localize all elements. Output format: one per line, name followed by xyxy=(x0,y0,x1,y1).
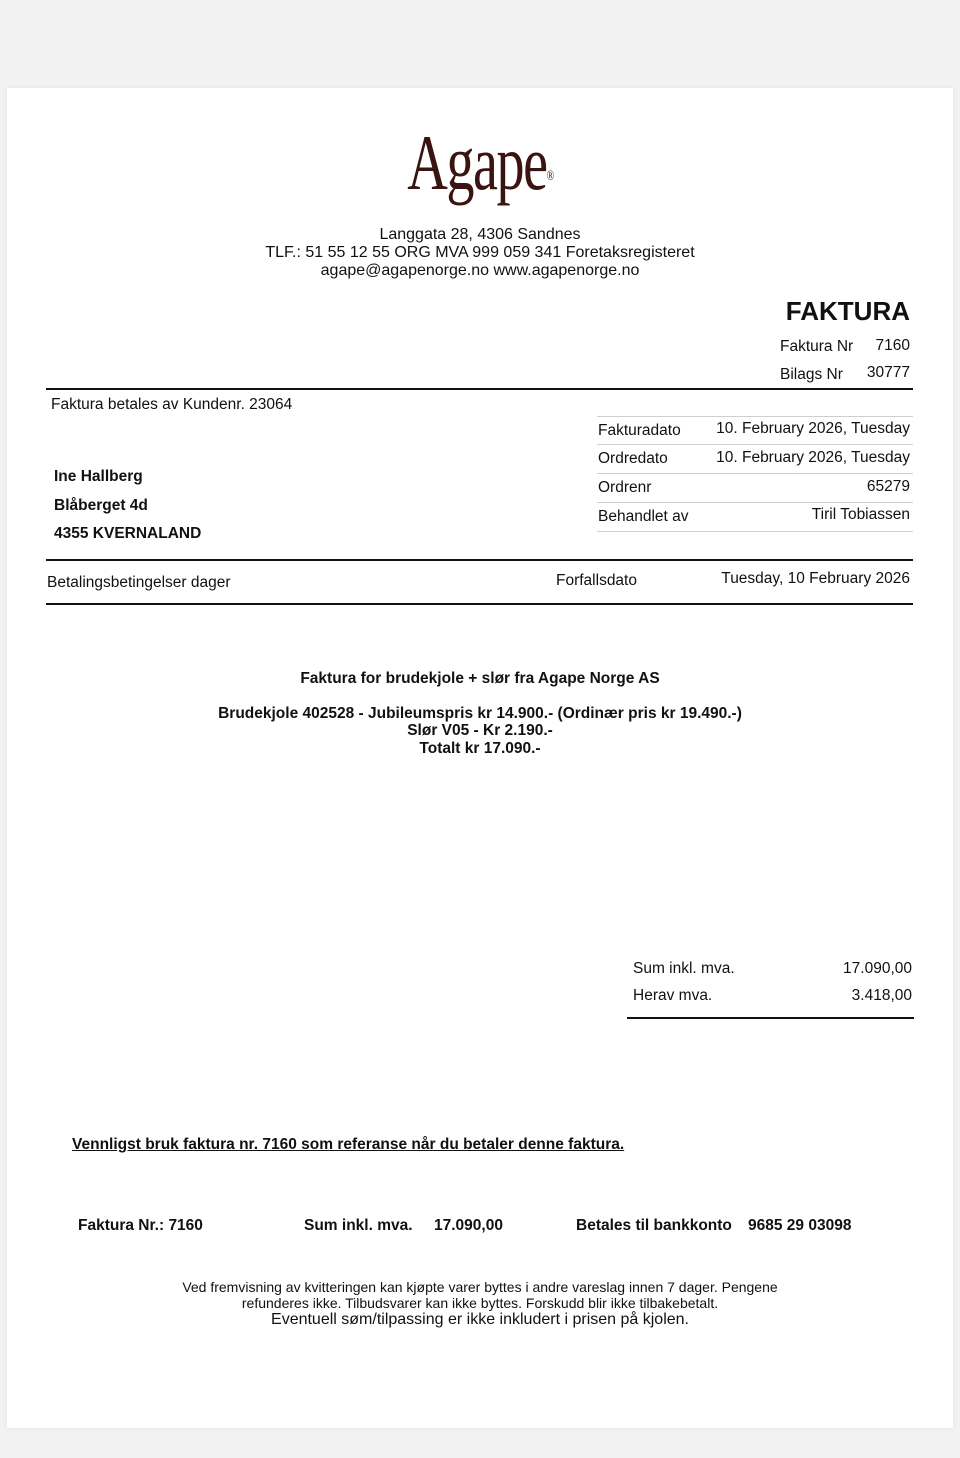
company-phone-org: TLF.: 51 55 12 55 ORG MVA 999 059 341 Foretaksregisteret xyxy=(265,244,695,261)
reference-note: Vennligst bruk faktura nr. 7160 som referanse når du betaler denne faktura. xyxy=(72,1136,625,1153)
payment-sum-value: 17.090,00 xyxy=(434,1217,503,1234)
item-line-total: Totalt kr 17.090.- xyxy=(419,740,541,757)
bank-account-value: 9685 29 03098 xyxy=(748,1217,852,1234)
payment-terms: Betalingsbetingelser dager xyxy=(47,574,231,591)
bank-account-label: Betales til bankkonto xyxy=(576,1217,732,1234)
details-row-divider xyxy=(597,473,913,474)
invoice-page xyxy=(7,88,953,1428)
customer-street: Blåberget 4d xyxy=(54,497,148,514)
payment-invoice-nr: Faktura Nr.: 7160 xyxy=(78,1217,203,1234)
details-label: Behandlet av xyxy=(598,508,689,525)
header-divider xyxy=(46,388,913,390)
customer-postal: 4355 KVERNALAND xyxy=(54,525,202,542)
details-value: 10. February 2026, Tuesday xyxy=(716,449,910,466)
details-label: Fakturadato xyxy=(598,422,681,439)
invoice-nr-value: 7160 xyxy=(875,337,910,354)
footer-line-2: refunderes ikke. Tilbudsvarer kan ikke byttes. Forskudd blir ikke tilbakebetalt. xyxy=(241,1295,719,1311)
vat-label: Herav mva. xyxy=(633,987,713,1004)
vat-value: 3.418,00 xyxy=(851,987,912,1004)
item-line-veil: Slør V05 - Kr 2.190.- xyxy=(407,722,553,739)
bilag-nr-value: 30777 xyxy=(866,364,910,381)
sum-label: Sum inkl. mva. xyxy=(633,960,735,977)
terms-bottom-divider xyxy=(46,603,913,605)
terms-top-divider xyxy=(46,559,913,561)
logo-registered-mark: ® xyxy=(546,169,553,184)
footer-line-3: Eventuell søm/tilpassing er ikke inkludert i prisen på kjolen. xyxy=(271,1311,689,1328)
details-value: Tiril Tobiassen xyxy=(811,506,910,523)
details-value: 10. February 2026, Tuesday xyxy=(716,420,910,437)
company-web: agape@agapenorge.no www.agapenorge.no xyxy=(320,262,640,279)
invoice-heading: Faktura for brudekjole + slør fra Agape Norge AS xyxy=(300,670,660,687)
customer-name: Ine Hallberg xyxy=(54,468,143,485)
bilag-nr-label: Bilags Nr xyxy=(780,366,843,383)
details-label: Ordredato xyxy=(598,450,668,467)
details-row-divider xyxy=(597,502,913,503)
sum-divider xyxy=(627,1017,914,1019)
sum-value: 17.090,00 xyxy=(843,960,912,977)
payment-sum-label: Sum inkl. mva. xyxy=(304,1217,413,1234)
details-value: 65279 xyxy=(866,478,910,495)
agape-logo xyxy=(139,118,820,208)
payer-line: Faktura betales av Kundenr. 23064 xyxy=(51,396,293,413)
invoice-nr-label: Faktura Nr xyxy=(780,338,854,355)
footer-line-1: Ved fremvisning av kvitteringen kan kjøpte varer byttes i andre vareslag innen 7 dager. Pengene xyxy=(182,1279,778,1295)
due-date-value: Tuesday, 10 February 2026 xyxy=(721,570,910,587)
details-label: Ordrenr xyxy=(598,479,652,496)
item-line-dress: Brudekjole 402528 - Jubileumspris kr 14.900.- (Ordinær pris kr 19.490.-) xyxy=(218,705,742,722)
company-address: Langgata 28, 4306 Sandnes xyxy=(379,226,581,243)
logo-text: Agape xyxy=(407,119,547,206)
details-row-divider xyxy=(597,416,913,417)
due-date-label: Forfallsdato xyxy=(556,572,637,589)
details-row-divider xyxy=(597,444,913,445)
invoice-title: FAKTURA xyxy=(785,296,910,326)
details-row-divider xyxy=(597,531,913,532)
